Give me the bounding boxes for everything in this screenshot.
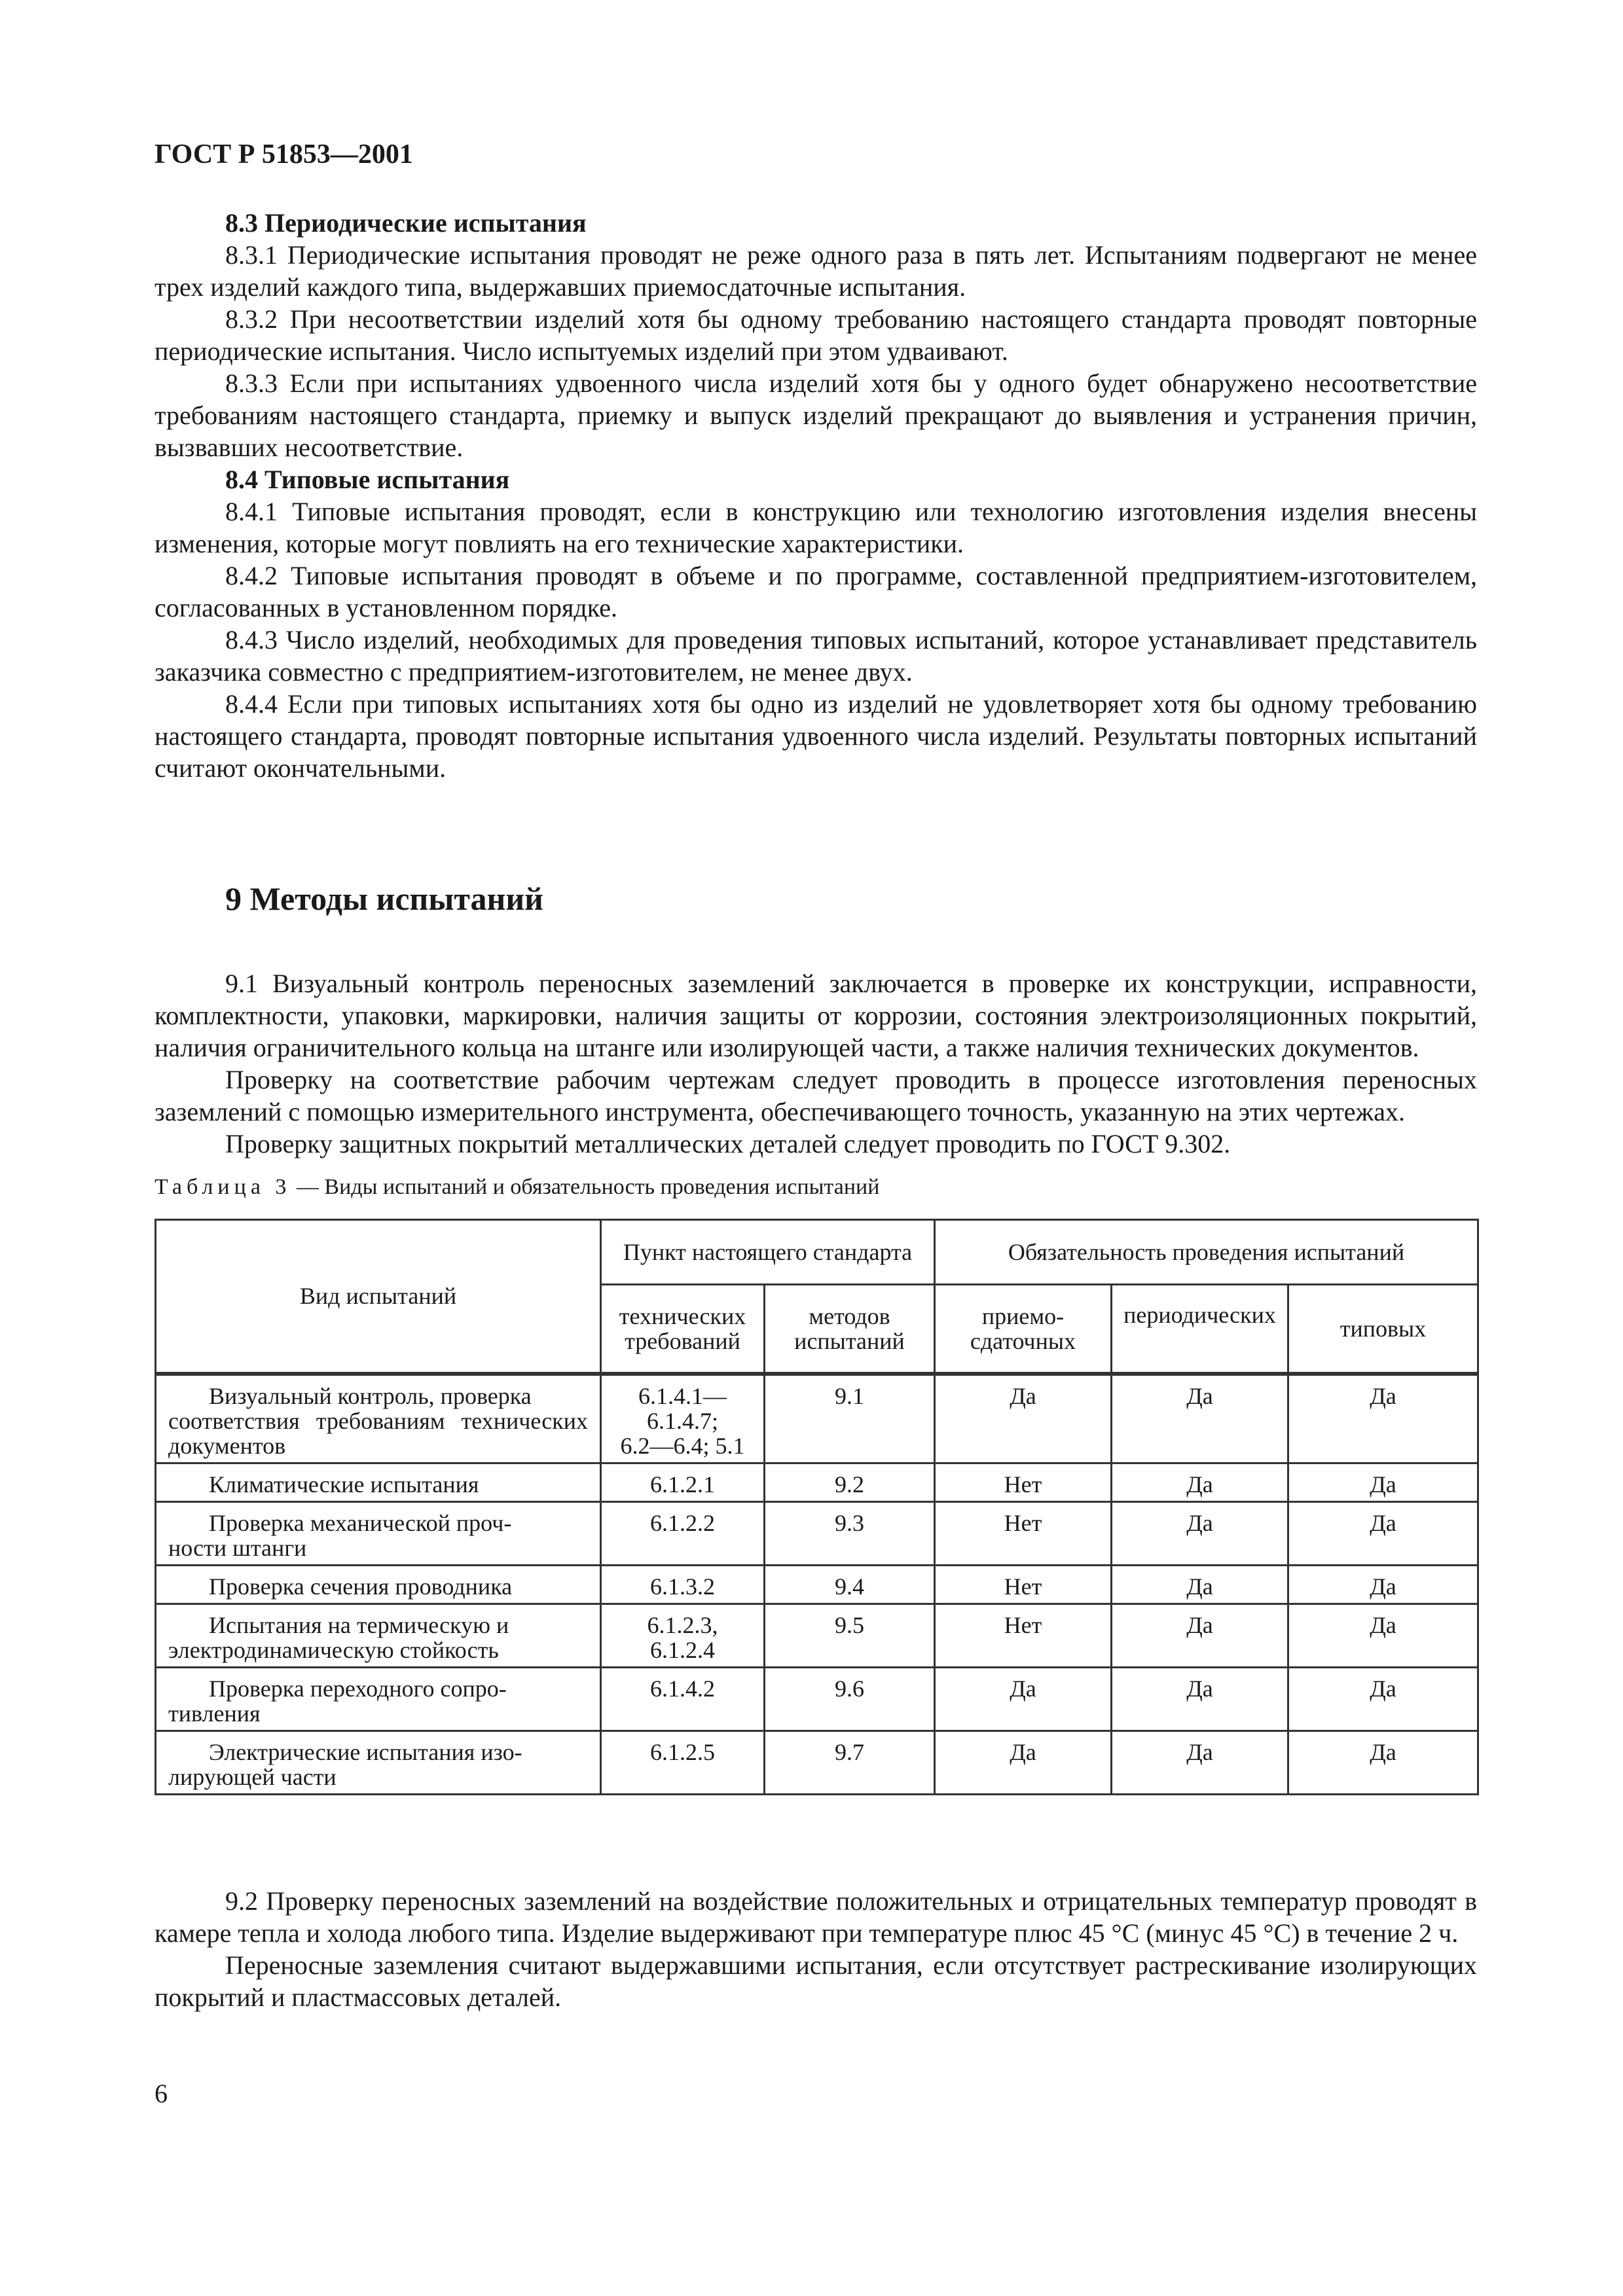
test-name-continuation: ности штанги bbox=[168, 1534, 307, 1561]
table-row bbox=[156, 1667, 1478, 1731]
paragraph-9-1: 9.1 Визуальный контроль переносных заземлений заключается в проверке их конструкции, исправности, комплектности, упаковки, маркировки, наличия защиты от коррозии, состояния электроизоляционных покрытий, наличия ограничительного кольца на штанге или изолирующей части, а также наличия технических документов. bbox=[155, 969, 1477, 1062]
section-8-3-heading: 8.3 Периодические испытания bbox=[225, 208, 587, 238]
cell-methods-clause: 9.4 bbox=[765, 1565, 935, 1604]
cell-requirements-clause bbox=[601, 1463, 765, 1501]
header-type-tests: типовых bbox=[1288, 1285, 1478, 1374]
table-row bbox=[156, 1604, 1478, 1667]
header-test-type: Вид испытаний bbox=[156, 1220, 601, 1374]
table-row bbox=[156, 1463, 1478, 1501]
cell-type-tests: Да bbox=[1288, 1667, 1478, 1731]
cell-acceptance: Нет bbox=[935, 1604, 1112, 1667]
cell-test-name bbox=[156, 1604, 601, 1667]
cell-test-name bbox=[156, 1667, 601, 1731]
table-row bbox=[156, 1565, 1478, 1604]
table-3-caption bbox=[155, 1173, 879, 1202]
paragraph-8-3-1: 8.3.1 Периодические испытания проводят не реже одного раза в пять лет. Испытаниям подвергают не менее трех изделий каждого типа, выдержавших приемосдаточные испытания. bbox=[155, 240, 1477, 302]
cell-type-tests: Да bbox=[1288, 1463, 1478, 1501]
paragraph-9-2: 9.2 Проверку переносных заземлений на воздействие положительных и отрицательных температур проводят в камере тепла и холода любого типа. Изделие выдерживают при температуре плюс 45 °C (минус 45 °C) в течение 2 ч. bbox=[155, 1886, 1477, 1948]
cell-periodic: Да bbox=[1112, 1374, 1288, 1463]
cell-test-name bbox=[156, 1501, 601, 1565]
paragraph-9-1-coatings: Проверку защитных покрытий металлических деталей следует проводить по ГОСТ 9.302. bbox=[225, 1129, 1231, 1158]
header-obligation-group: Обязательность проведения испытаний bbox=[935, 1220, 1478, 1285]
table-3 bbox=[155, 1219, 1479, 1795]
cell-acceptance: Нет bbox=[935, 1463, 1112, 1501]
paragraph-8-4-2: 8.4.2 Типовые испытания проводят в объеме и по программе, составленной предприятием-изготовителем, согласованных в установленном порядке. bbox=[155, 561, 1477, 622]
cell-requirements-clause bbox=[601, 1565, 765, 1604]
cell-methods-clause: 9.7 bbox=[765, 1731, 935, 1794]
cell-periodic: Да bbox=[1112, 1604, 1288, 1667]
cell-test-name bbox=[156, 1374, 601, 1463]
cell-requirements-clause bbox=[601, 1731, 765, 1794]
requirements-clause-line: 6.1.2.4 bbox=[650, 1636, 715, 1663]
header-clause-group: Пункт настоящего стандарта bbox=[601, 1220, 935, 1285]
cell-requirements-clause bbox=[601, 1604, 765, 1667]
document-header: ГОСТ Р 51853—2001 bbox=[155, 139, 413, 170]
requirements-clause-line: 6.2—6.4; 5.1 bbox=[620, 1432, 745, 1459]
table-3-caption-text: — Виды испытаний и обязательность проведения испытаний bbox=[291, 1175, 880, 1199]
cell-acceptance: Нет bbox=[935, 1501, 1112, 1565]
paragraph-8-3-2: 8.3.2 При несоответствии изделий хотя бы одному требованию настоящего стандарта проводят повторные периодические испытания. Число испытуемых изделий при этом удваивают. bbox=[155, 304, 1477, 366]
test-name-continuation: электродинамическую стойкость bbox=[168, 1636, 499, 1663]
cell-type-tests: Да bbox=[1288, 1731, 1478, 1794]
cell-periodic: Да bbox=[1112, 1565, 1288, 1604]
cell-acceptance: Нет bbox=[935, 1565, 1112, 1604]
requirements-clause-line: 6.1.2.3, bbox=[647, 1611, 718, 1638]
header-acceptance: приемо-сдаточных bbox=[935, 1285, 1112, 1374]
header-periodic: периодических bbox=[1112, 1285, 1288, 1374]
cell-test-name bbox=[156, 1463, 601, 1501]
cell-periodic: Да bbox=[1112, 1463, 1288, 1501]
table-row bbox=[156, 1374, 1478, 1463]
cell-methods-clause: 9.6 bbox=[765, 1667, 935, 1731]
test-name-first-line: Проверка переходного сопро- bbox=[209, 1675, 507, 1702]
cell-type-tests: Да bbox=[1288, 1501, 1478, 1565]
cell-type-tests: Да bbox=[1288, 1565, 1478, 1604]
header-clause-methods: методов испытаний bbox=[765, 1285, 935, 1374]
paragraph-8-4-3: 8.4.3 Число изделий, необходимых для проведения типовых испытаний, которое устанавливает представитель заказчика совместно с предприятием-изготовителем, не менее двух. bbox=[155, 625, 1477, 687]
cell-acceptance: Да bbox=[935, 1731, 1112, 1794]
test-name-first-line: Проверка механической проч- bbox=[209, 1509, 512, 1536]
paragraph-9-2-result: Переносные заземления считают выдержавшими испытания, если отсутствует растрескивание изолирующих покрытий и пластмассовых деталей. bbox=[155, 1950, 1477, 2012]
cell-periodic: Да bbox=[1112, 1731, 1288, 1794]
test-name-first-line: Электрические испытания изо- bbox=[209, 1738, 522, 1765]
test-name-first-line: Климатические испытания bbox=[209, 1471, 479, 1498]
cell-test-name bbox=[156, 1731, 601, 1794]
test-name-continuation: соответствия требованиям технических документов bbox=[168, 1407, 588, 1459]
cell-acceptance: Да bbox=[935, 1374, 1112, 1463]
cell-methods-clause: 9.1 bbox=[765, 1374, 935, 1463]
cell-periodic: Да bbox=[1112, 1667, 1288, 1731]
cell-requirements-clause bbox=[601, 1667, 765, 1731]
requirements-clause-line: 6.1.2.5 bbox=[650, 1738, 715, 1765]
cell-methods-clause: 9.2 bbox=[765, 1463, 935, 1501]
section-9 bbox=[155, 876, 1477, 1160]
paragraph-8-4-4: 8.4.4 Если при типовых испытаниях хотя бы одно из изделий не удовлетворяет хотя бы одному требованию настоящего стандарта, проводят повторные испытания удвоенного числа изделий. Результаты повторных испытаний считают окончательными. bbox=[155, 689, 1477, 783]
section-8-4-heading: 8.4 Типовые испытания bbox=[225, 465, 510, 494]
cell-periodic: Да bbox=[1112, 1501, 1288, 1565]
header-clause-requirements: технических требований bbox=[601, 1285, 765, 1374]
cell-acceptance: Да bbox=[935, 1667, 1112, 1731]
table-3-body bbox=[156, 1374, 1478, 1795]
table-row bbox=[156, 1731, 1478, 1794]
requirements-clause-line: 6.1.3.2 bbox=[650, 1573, 715, 1600]
table-row bbox=[156, 1501, 1478, 1565]
requirements-clause-line: 6.1.4.2 bbox=[650, 1675, 715, 1702]
requirements-clause-line: 6.1.4.1— bbox=[638, 1382, 727, 1409]
cell-methods-clause: 9.3 bbox=[765, 1501, 935, 1565]
paragraph-9-1-drawings: Проверку на соответствие рабочим чертежам следует проводить в процессе изготовления переносных заземлений с помощью измерительного инструмента, обеспечивающего точность, указанную на этих чертежах. bbox=[155, 1065, 1477, 1126]
sections-8-3-8-4 bbox=[155, 207, 1477, 784]
section-9-2 bbox=[155, 1885, 1477, 2013]
page-number: 6 bbox=[155, 2079, 168, 2108]
test-name-continuation: тивления bbox=[168, 1700, 261, 1727]
cell-requirements-clause bbox=[601, 1374, 765, 1463]
table-3-caption-label: Таблица 3 bbox=[155, 1175, 291, 1199]
test-name-continuation: лирующей части bbox=[168, 1763, 337, 1790]
paragraph-8-4-1: 8.4.1 Типовые испытания проводят, если в конструкцию или технологию изготовления изделия внесены изменения, которые могут повлиять на его технические характеристики. bbox=[155, 497, 1477, 558]
section-9-heading: 9 Методы испытаний bbox=[225, 880, 543, 917]
cell-methods-clause: 9.5 bbox=[765, 1604, 935, 1667]
test-name-first-line: Визуальный контроль, проверка bbox=[209, 1382, 532, 1409]
requirements-clause-line: 6.1.4.7; bbox=[646, 1407, 718, 1434]
cell-type-tests: Да bbox=[1288, 1604, 1478, 1667]
cell-requirements-clause bbox=[601, 1501, 765, 1565]
requirements-clause-line: 6.1.2.2 bbox=[650, 1509, 715, 1536]
test-name-first-line: Испытания на термическую и bbox=[209, 1611, 509, 1638]
requirements-clause-line: 6.1.2.1 bbox=[650, 1471, 715, 1498]
paragraph-8-3-3: 8.3.3 Если при испытаниях удвоенного числа изделий хотя бы у одного будет обнаружено несоответствие требованиям настоящего стандарта, приемку и выпуск изделий прекращают до выявления и устранения причин, вызвавших несоответствие. bbox=[155, 368, 1477, 462]
test-name-first-line: Проверка сечения проводника bbox=[209, 1573, 513, 1600]
cell-type-tests: Да bbox=[1288, 1374, 1478, 1463]
cell-test-name bbox=[156, 1565, 601, 1604]
